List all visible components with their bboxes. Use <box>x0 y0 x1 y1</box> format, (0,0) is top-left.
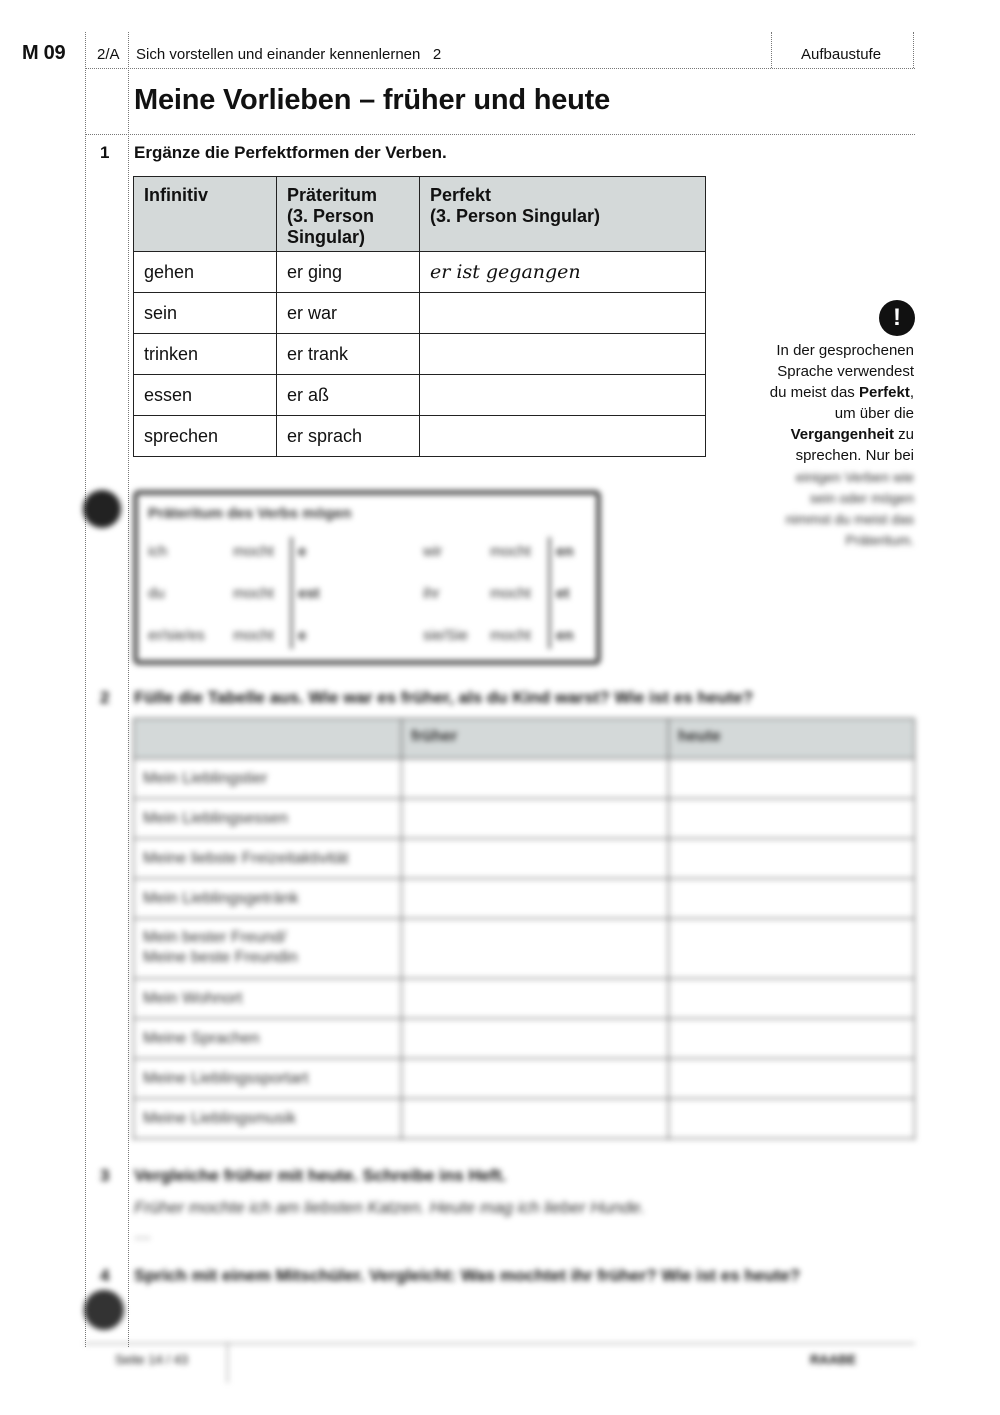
speech-icon <box>84 1290 124 1330</box>
tip-bold: Vergangenheit <box>790 426 894 443</box>
infinitive-cell: sprechen <box>134 416 277 457</box>
task-instruction: Vergleiche früher mit heute. Schreibe ins Heft. <box>134 1166 507 1185</box>
task-number: 1 <box>100 143 110 162</box>
section-label: 2/A <box>97 46 120 63</box>
row-label: Meine Lieblingsmusik <box>143 1110 296 1127</box>
table-border <box>133 1098 915 1099</box>
verb-table <box>133 176 706 457</box>
tip-text: , <box>909 384 914 401</box>
preterite-cell: er ging <box>277 252 420 293</box>
header-cell: Präteritum (3. Person Singular) <box>277 177 420 252</box>
header-cell: heute <box>678 728 721 745</box>
grammar-cell: e <box>298 543 307 560</box>
tip-line: sprechen. Nur bei <box>795 447 914 464</box>
table-border <box>133 718 134 1140</box>
table-border <box>133 718 915 719</box>
perfect-cell[interactable] <box>420 334 706 375</box>
grammar-cell: mocht <box>490 627 531 644</box>
table-row <box>134 416 706 457</box>
tip-line: Sprache verwendest <box>777 363 914 380</box>
row-label: Meine Sprachen <box>143 1030 260 1047</box>
footer-page: Seite 14 / 43 <box>115 1352 188 1367</box>
grammar-cell: mocht <box>233 627 274 644</box>
row-label: Meine liebste Freizeitaktivität <box>143 850 349 867</box>
module-code: M 09 <box>22 42 66 64</box>
table-border <box>133 1138 915 1139</box>
task-number: 4 <box>100 1266 110 1285</box>
table-border <box>133 1018 915 1019</box>
tip-text: du meist das <box>769 384 859 401</box>
row-label: Mein Lieblingstier <box>143 770 268 787</box>
perfect-cell[interactable] <box>420 416 706 457</box>
table-row <box>134 375 706 416</box>
tip-blurred: einigen Verben wie sein oder mögen nimmst du meist das Präteritum. <box>785 469 914 548</box>
row-label: Mein Lieblingsgetränk <box>143 890 299 907</box>
preterite-cell: er war <box>277 293 420 334</box>
row-label: Meine Lieblingssportart <box>143 1070 309 1087</box>
header-cell: Perfekt (3. Person Singular) <box>420 177 706 252</box>
grammar-cell: ich <box>148 543 168 560</box>
table-border <box>133 978 915 979</box>
grammar-box <box>133 490 601 665</box>
grammar-box-title: Präteritum des Verbs mögen <box>148 505 352 522</box>
perfect-cell[interactable]: er ist gegangen <box>420 252 706 293</box>
table-border <box>133 758 915 759</box>
table-border <box>668 718 669 1140</box>
preterite-cell: er aß <box>277 375 420 416</box>
preterite-cell: er sprach <box>277 416 420 457</box>
grammar-tip <box>742 340 914 466</box>
table-header-bg <box>133 718 915 758</box>
grammar-cell: er/sie/es <box>148 627 205 644</box>
table-border <box>133 1058 915 1059</box>
grammar-cell: mocht <box>490 543 531 560</box>
table-border <box>133 798 915 799</box>
margin-dotted-line-inner <box>128 32 129 1347</box>
row-label: Mein bester Freund/ Meine beste Freundin <box>143 929 298 966</box>
tip-text: zu <box>893 426 914 443</box>
example-sentence: Früher mochte ich am liebsten Katzen. Heute mag ich lieber Hunde. <box>134 1198 646 1217</box>
grammar-cell: mocht <box>233 543 274 560</box>
footer-separator <box>227 1343 228 1383</box>
infinitive-cell: gehen <box>134 252 277 293</box>
grammar-cell: mocht <box>233 585 274 602</box>
grammar-cell: en <box>556 543 574 560</box>
header-cell: früher <box>411 728 458 745</box>
infinitive-cell: essen <box>134 375 277 416</box>
table-border <box>914 718 915 1140</box>
grammar-cell: ihr <box>423 585 440 602</box>
grammar-cell: e <box>298 627 307 644</box>
table-row <box>134 252 706 293</box>
grammar-icon <box>83 490 121 528</box>
grammar-cell: wir <box>423 543 443 560</box>
comparison-table <box>133 718 915 1140</box>
header-separator-right <box>913 32 914 68</box>
row-label: Mein Lieblingsessen <box>143 810 288 827</box>
infinitive-cell: trinken <box>134 334 277 375</box>
table-header-row <box>134 177 706 252</box>
grammar-cell: est <box>298 585 320 602</box>
header-separator <box>771 32 772 68</box>
exclamation-icon: ! <box>879 300 915 336</box>
grammar-cell: mocht <box>490 585 531 602</box>
table-border <box>401 718 402 1140</box>
page-title: Meine Vorlieben – früher und heute <box>134 84 611 116</box>
tip-line: In der gesprochenen <box>776 342 914 359</box>
tip-line: um über die <box>834 405 914 422</box>
grammar-cell: et <box>556 585 570 602</box>
topic-label: Sich vorstellen und einander kennenlernen 2 <box>136 46 442 63</box>
tip-line <box>742 382 914 403</box>
perfect-cell[interactable] <box>420 375 706 416</box>
tip-bold: Perfekt <box>858 384 910 401</box>
table-border <box>133 918 915 919</box>
grammar-cell: sie/Sie <box>423 627 469 644</box>
table-border <box>133 838 915 839</box>
row-label: Mein Wohnort <box>143 990 243 1007</box>
title-divider <box>86 134 915 135</box>
table-row <box>134 293 706 334</box>
task-instruction: Ergänze die Perfektformen der Verben. <box>134 143 447 162</box>
level-label: Aufbaustufe <box>801 46 882 63</box>
header-divider <box>86 68 915 69</box>
task-instruction: Fülle die Tabelle aus. Wie war es früher, als du Kind warst? Wie ist es heute? <box>134 688 754 707</box>
preterite-cell: er trank <box>277 334 420 375</box>
table-row <box>134 334 706 375</box>
grammar-cell: en <box>556 627 574 644</box>
task-instruction: Sprich mit einem Mitschüler. Vergleicht: Was mochtet ihr früher? Wie ist es heute? <box>134 1266 801 1285</box>
tip-line <box>742 424 914 445</box>
footer-brand: RAABE <box>810 1352 857 1367</box>
task-number: 3 <box>100 1166 110 1185</box>
margin-dotted-line <box>85 32 86 1347</box>
ellipsis: … <box>134 1224 151 1243</box>
perfect-cell[interactable] <box>420 293 706 334</box>
table-border <box>133 878 915 879</box>
grammar-cell: du <box>148 585 165 602</box>
header-cell: Infinitiv <box>134 177 277 252</box>
footer-divider <box>85 1343 915 1344</box>
infinitive-cell: sein <box>134 293 277 334</box>
task-number: 2 <box>100 688 110 707</box>
